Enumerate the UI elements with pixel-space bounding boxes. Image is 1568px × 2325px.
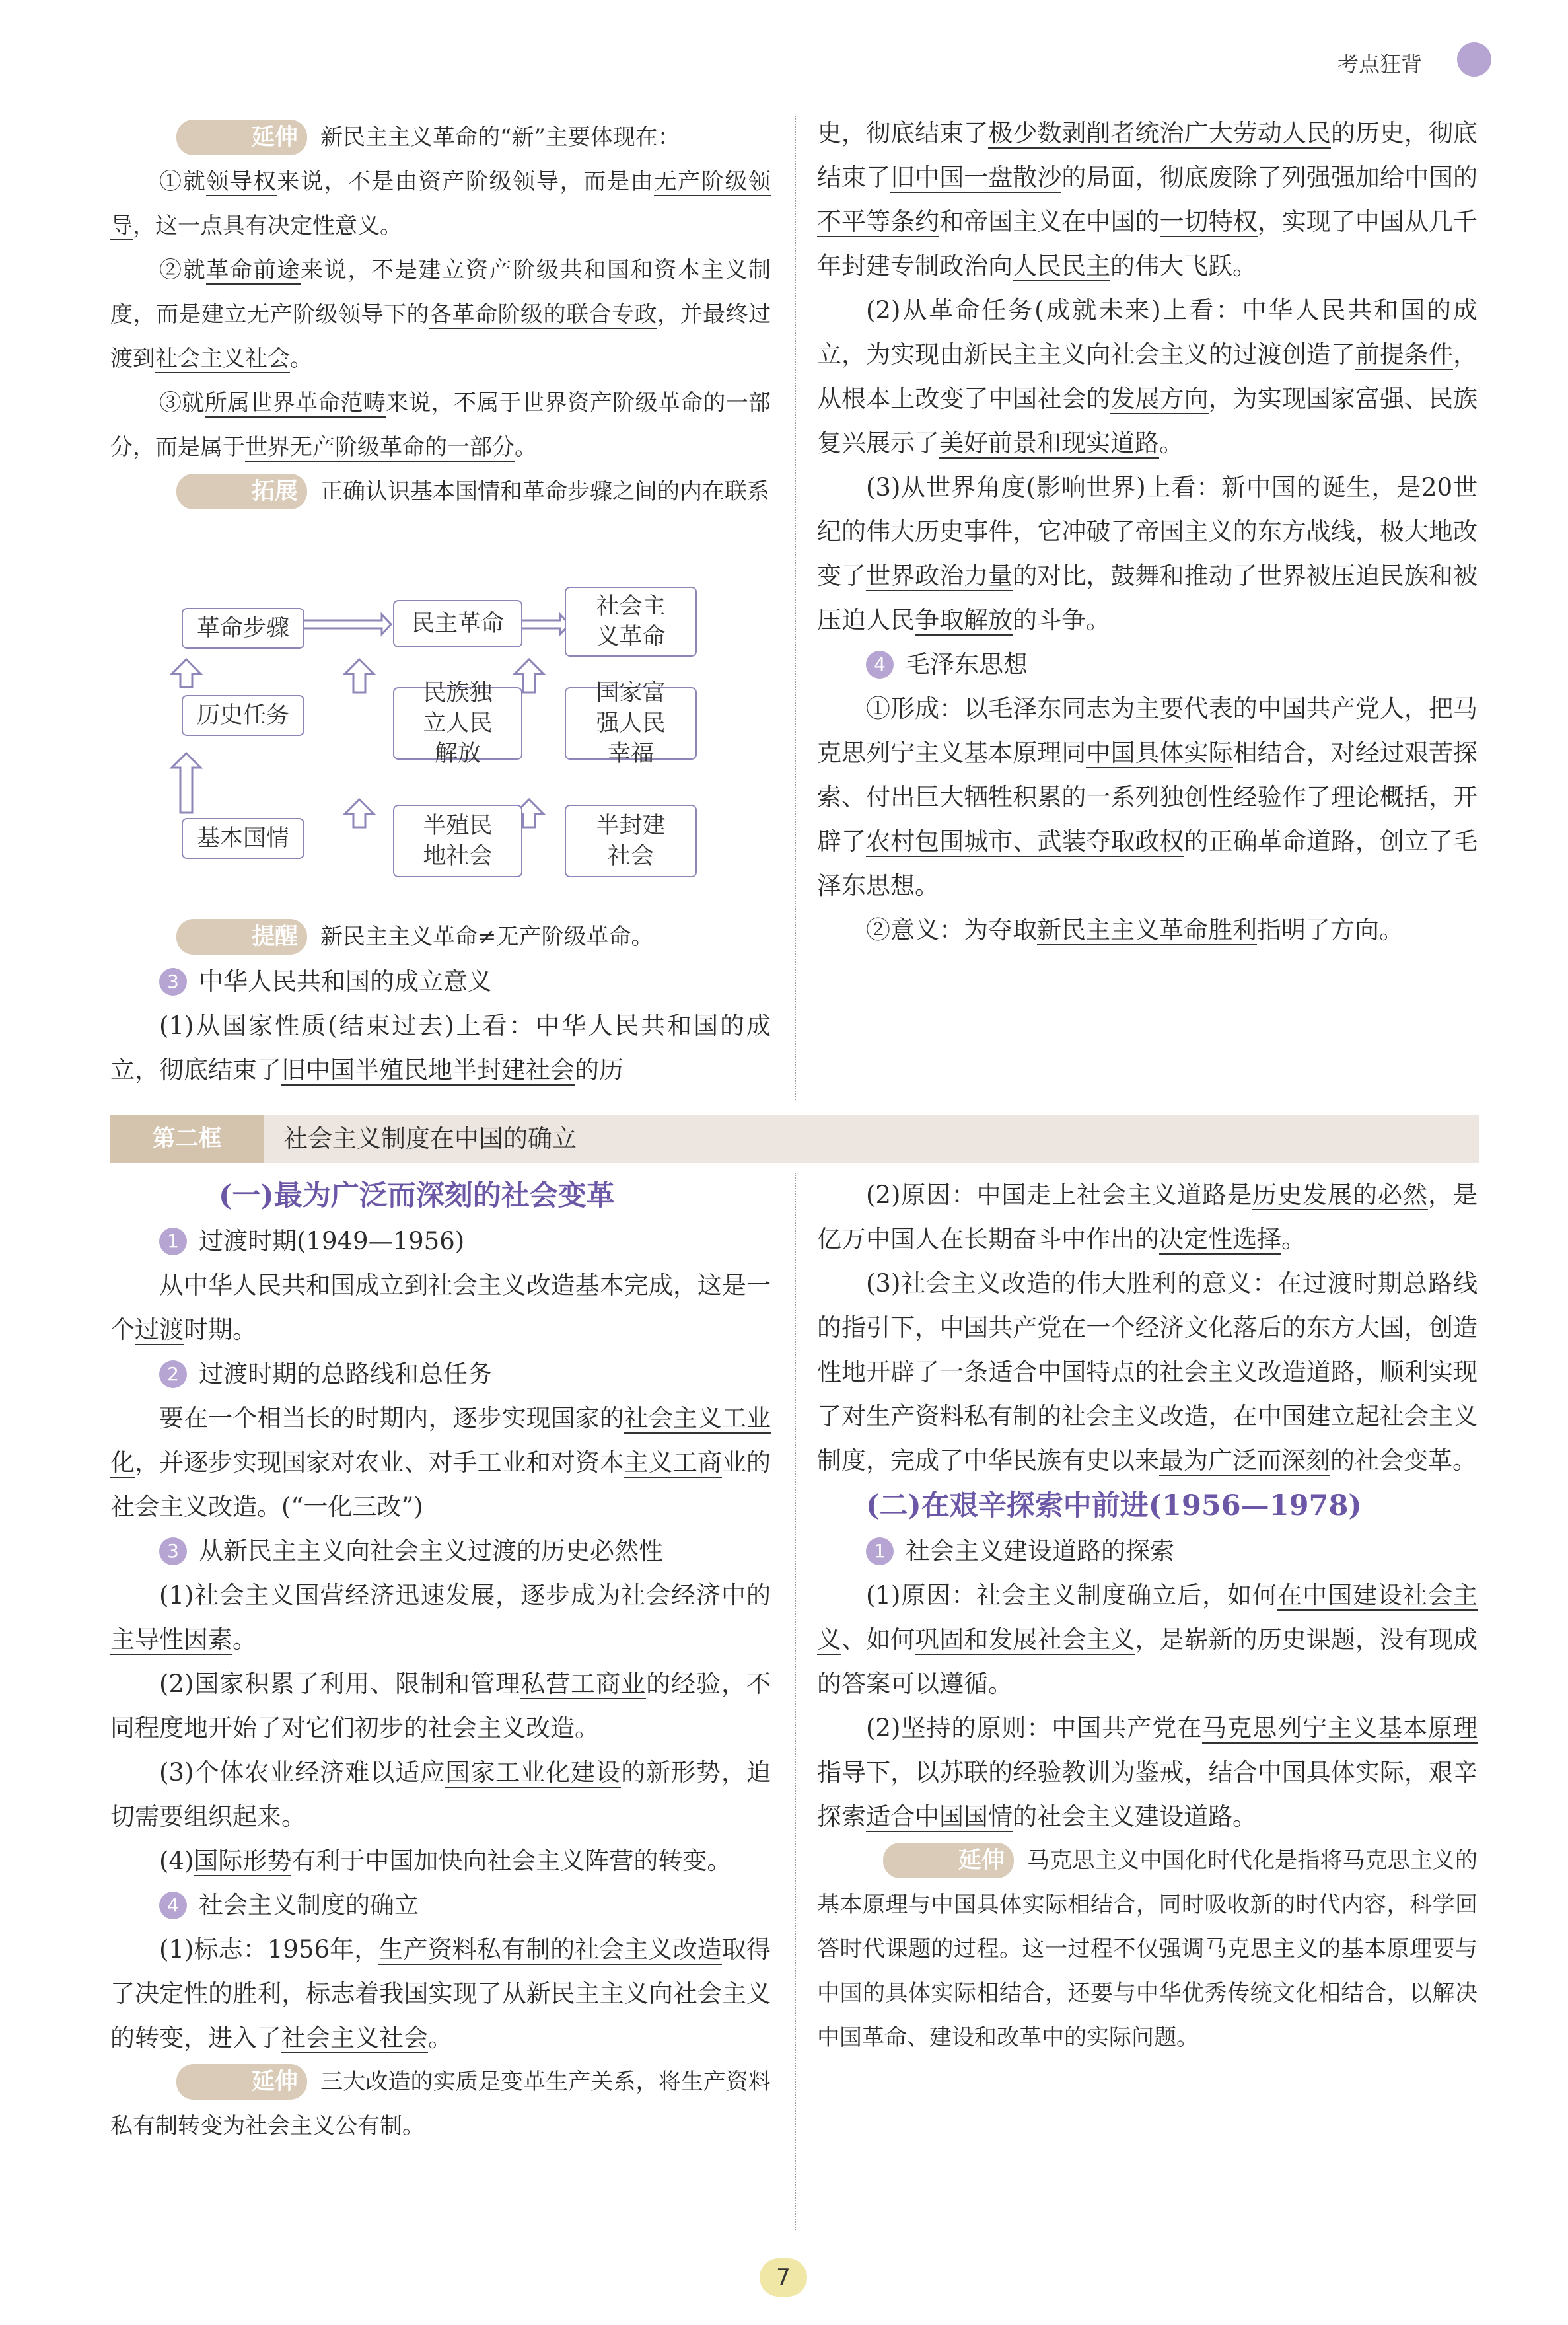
- bottom-right-column: [817, 1173, 1478, 2060]
- b3-item-1: (1)社会主义国营经济迅速发展，逐步成为社会经济中的主导性因素。: [110, 1581, 771, 1654]
- box-prosperity: 国家富强人民幸福: [565, 687, 697, 760]
- section-3-heading: 3 中华人民共和国的成立意义: [110, 959, 771, 1004]
- tuozhan-tag: 拓展: [176, 474, 307, 509]
- b1-heading: 1 过渡时期(1949—1956): [110, 1219, 771, 1263]
- tixing-tag: 提醒: [176, 919, 307, 955]
- section-heading-1: (一)最为广泛而深刻的社会变革: [219, 1179, 615, 1212]
- s3-para-2: (2)从革命任务(成就未来)上看：中华人民共和国的成立，为实现由新民主主义向社会主义的过渡创造了前提条件，从根本上改变了中国社会的发展方向，为实现国家富强、民族复兴展示了美好前景和现实道路。: [817, 296, 1478, 457]
- yanshen-note: 延伸 新民主主义革命的“新”主要体现在：: [110, 116, 771, 160]
- b3-heading: 3 从新民主主义向社会主义过渡的历史必然性: [110, 1529, 771, 1573]
- box-democratic-revolution: 民主革命: [393, 600, 522, 647]
- section-number-badge: 3: [159, 1537, 187, 1565]
- yanshen-tag: 延伸: [176, 120, 307, 155]
- section-number-badge: 4: [866, 651, 894, 679]
- b2-heading: 2 过渡时期的总路线和总任务: [110, 1352, 771, 1396]
- yanshen-tag: 延伸: [883, 1843, 1014, 1878]
- section-number-badge: 1: [159, 1228, 187, 1255]
- yanshen-note-2: 延伸 三大改造的实质是变革生产关系，将生产资料私有制转变为社会主义公有制。: [110, 2060, 771, 2149]
- box-semi-feudal: 半封建社会: [565, 805, 697, 877]
- box-semi-colonial: 半殖民地社会: [393, 805, 522, 877]
- s4-meaning: ②意义：为夺取新民主主义革命胜利指明了方向。: [866, 916, 1404, 944]
- column-divider-top: [795, 116, 796, 1100]
- s3-para-1: (1)从国家性质(结束过去)上看：中华人民共和国的成立，彻底结束了旧中国半殖民地半封建社会的历: [110, 1012, 771, 1084]
- yanshen-tag: 延伸: [176, 2064, 307, 2100]
- band-title: 社会主义制度在中国的确立: [283, 1125, 577, 1153]
- section-number-badge: 4: [159, 1892, 187, 1919]
- tixing-note: 提醒 新民主主义革命≠无产阶级革命。: [110, 915, 771, 959]
- point-leadership: ①就领导权来说，不是由资产阶级领导，而是由无产阶级领导，这一点具有决定性意义。: [110, 168, 771, 239]
- header-label: 考点狂背: [1337, 52, 1423, 77]
- r-significance: (3)社会主义改造的伟大胜利的意义：在过渡时期总路线的指引下，中国共产党在一个经济文化落后的东方大国，创造性地开辟了一条适合中国特点的社会主义改造道路，顺利实现了对生产资料私有制的社会主义改造，在中国建立起社会主义制度，完成了中华民族有史以来最为广泛而深刻的社会变革。: [817, 1269, 1478, 1475]
- box-socialist-revolution: 社会主义革命: [565, 587, 697, 657]
- section-4-heading: 4 毛泽东思想: [817, 642, 1478, 686]
- b4-item-1: (1)标志：1956年，生产资料私有制的社会主义改造取得了决定性的胜利，标志着我国实现了从新民主主义向社会主义的转变，进入了社会主义社会。: [110, 1935, 771, 2052]
- band-label: 第二框: [110, 1115, 264, 1163]
- s4-formation: ①形成：以毛泽东同志为主要代表的中国共产党人，把马克思列宁主义基本原理同中国具体实际相结合，对经过艰苦探索、付出巨大牺牲积累的一系列独创性经验作了理论概括，开辟了农村包围城市、武装夺取政权的正确革命道路，创立了毛泽东思想。: [817, 694, 1478, 900]
- b2-para: 要在一个相当长的时期内，逐步实现国家的社会主义工业化，并逐步实现国家对农业、对手工业和对资本主义工商业的社会主义改造。(“一化三改”): [110, 1404, 771, 1521]
- section-number-badge: 1: [866, 1537, 894, 1565]
- top-left-column-lower: [110, 915, 771, 1092]
- b3-item-3: (3)个体农业经济难以适应国家工业化建设的新形势，迫切需要组织起来。: [110, 1758, 771, 1831]
- b4-heading: 4 社会主义制度的确立: [110, 1883, 771, 1927]
- bottom-left-column: [110, 1173, 771, 2149]
- relation-diagram: [129, 581, 710, 912]
- tuozhan-note: 拓展 正确认识基本国情和革命步骤之间的内在联系: [110, 470, 771, 514]
- c1-item-2: (2)坚持的原则：中国共产党在马克思列宁主义基本原理指导下，以苏联的经验教训为鉴戒，结合中国具体实际，艰辛探索适合中国国情的社会主义建设道路。: [817, 1714, 1478, 1831]
- column-divider-bottom: [795, 1173, 796, 2230]
- box-independence: 民族独立人民解放: [393, 687, 522, 760]
- page-number: 7: [760, 2258, 807, 2297]
- box-historical-tasks: 历史任务: [182, 695, 304, 736]
- point-prospect: ②就革命前途来说，不是建立资产阶级共和国和资本主义制度，而是建立无产阶级领导下的各革命阶级的联合专政，并最终过渡到社会主义社会。: [110, 257, 771, 372]
- yanshen-note-3: 延伸 马克思主义中国化时代化是指将马克思主义的基本原理与中国具体实际相结合，同时吸收新的时代内容，科学回答时代课题的过程。这一过程不仅强调马克思主义的基本原理要与中国的具体实际相结合，还要与中华优秀传统文化相结合，以解决中国革命、建设和改革中的实际问题。: [817, 1839, 1478, 2060]
- section-number-badge: 2: [159, 1360, 187, 1388]
- section-band: [110, 1115, 1479, 1163]
- top-left-column: [110, 116, 771, 514]
- s3-para-3: (3)从世界角度(影响世界)上看：新中国的诞生，是20世纪的伟大历史事件，它冲破了帝国主义的东方战线，极大地改变了世界政治力量的对比，鼓舞和推动了世界被压迫民族和被压迫人民争取解放的斗争。: [817, 473, 1478, 634]
- section-number-badge: 3: [159, 968, 187, 996]
- top-right-column: [817, 111, 1478, 952]
- c1-item-1: (1)原因：社会主义制度确立后，如何在中国建设社会主义、如何巩固和发展社会主义，是崭新的历史课题，没有现成的答案可以遵循。: [817, 1581, 1478, 1698]
- r-reason: (2)原因：中国走上社会主义道路是历史发展的必然，是亿万中国人在长期奋斗中作出的决定性选择。: [817, 1181, 1478, 1253]
- b1-para: 从中华人民共和国成立到社会主义改造基本完成，这是一个过渡时期。: [110, 1271, 771, 1344]
- box-basic-conditions: 基本国情: [182, 818, 304, 859]
- b3-item-4: (4)国际形势有利于中国加快向社会主义阵营的转变。: [159, 1847, 732, 1875]
- box-revolution-steps: 革命步骤: [182, 608, 304, 649]
- b3-item-2: (2)国家积累了利用、限制和管理私营工商业的经验，不同程度地开始了对它们初步的社会主义改造。: [110, 1670, 771, 1742]
- point-category: ③就所属世界革命范畴来说，不属于世界资产阶级革命的一部分，而是属于世界无产阶级革命的一部分。: [110, 390, 771, 461]
- section-heading-2: (二)在艰辛探索中前进(1956—1978): [866, 1489, 1362, 1522]
- book-icon: [1457, 42, 1491, 77]
- s3-para-1-cont: 史，彻底结束了极少数剥削者统治广大劳动人民的历史，彻底结束了旧中国一盘散沙的局面，彻底废除了列强强加给中国的不平等条约和帝国主义在中国的一切特权，实现了中国从几千年封建专制政治向人民民主的伟大飞跃。: [817, 119, 1478, 280]
- c1-heading: 1 社会主义建设道路的探索: [817, 1529, 1478, 1573]
